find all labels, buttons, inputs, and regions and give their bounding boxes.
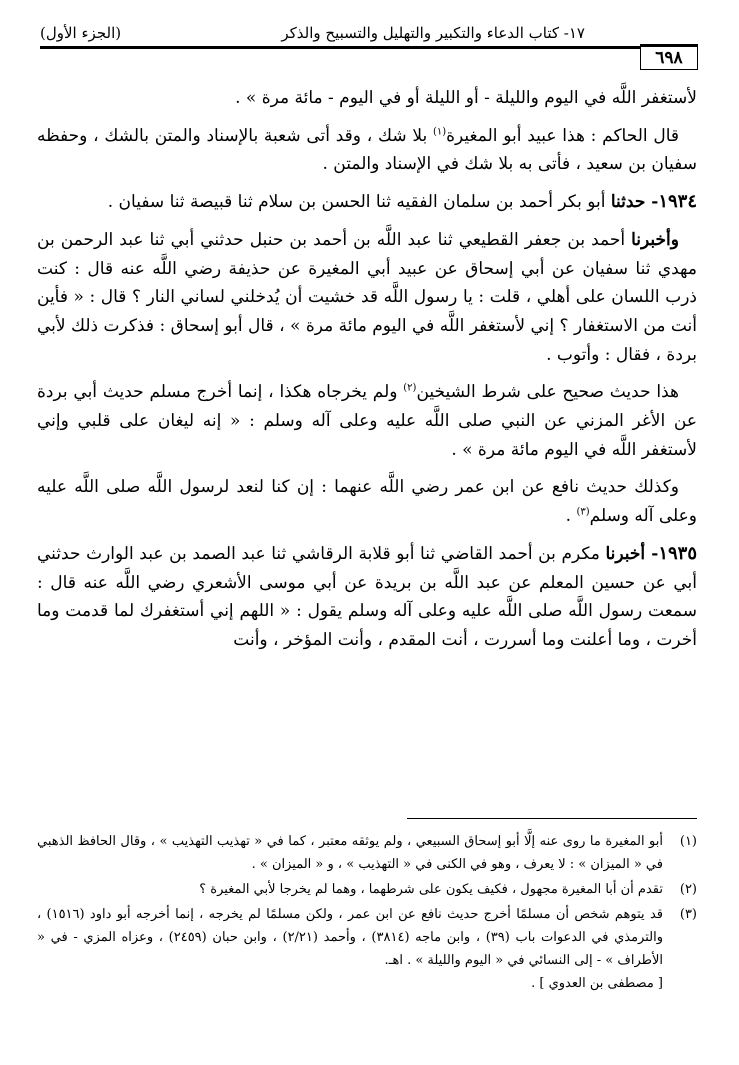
paragraph-1: قال الحاكم : هذا عبيد أبو المغيرة$^{(١)}$ بلا شك ، وقد أتى شعبة بالإسناد والمتن بالشك ، وحفظه سفيان بن سعيد ، فأتى به بلا شك في الإسناد والمتن . (37, 125, 697, 175)
running-header (40, 22, 700, 48)
footnote-ref-2: (٢) (403, 382, 417, 394)
footnote-1 (37, 830, 697, 876)
hadith-number: ١٩٣٤ (658, 191, 697, 213)
paragraph-5: وكذلك حديث نافع عن ابن عمر رضي اللَّه عنهما : إن كنا لنعد لرسول اللَّه صلى اللَّه عليه وعلى آله وسلم$^{(٣)}$ . (37, 477, 697, 527)
footnote-ref-3: (٣) (576, 506, 590, 518)
main-text (37, 84, 697, 664)
footnote-2 (37, 878, 697, 901)
footnote-mark: (١) (679, 834, 697, 849)
footnote-text: أبو المغيرة ما روى عنه إلَّا أبو إسحاق السبيعي ، ولم يوثقه معتبر ، كما في « تهذيب التهذيب » ، وقال الحافظ الذهبي في « الميزان » : لا يعرف ، وهو في الكنى في « التهذيب » ، و « الميزان » . (37, 834, 663, 872)
paragraph-3: وأخبرنا أحمد بن جعفر القطيعي ثنا عبد اللَّه بن أحمد بن حنبل حدثني أبي ثنا عبد الرحمن بن مهدي ثنا سفيان عن أبي إسحاق عن عبيد أبي المغيرة عن حذيفة رضي اللَّه عنه قال : كنت ذرب اللسان على أهلي ، قلت : يا رسول اللَّه قد خشيت أن يُدخلني لساني النار ؟ قال : « فأين أنت من الاستغفار ؟ إني لأستغفر اللَّه في اليوم مائة مرة » ، قال أبو إسحاق : فذكرت ذلك لأبي بردة ، فقال : وأتوب . (37, 229, 697, 365)
footnote-3 (37, 903, 697, 995)
footnote-text: تقدم أن أبا المغيرة مجهول ، فكيف يكون على شرطهما ، وهما لم يخرجا لأبي المغيرة ؟ (199, 882, 663, 897)
footnote-signature: [ مصطفى بن العدوي ] . (531, 976, 663, 991)
hadith-1935: ١٩٣٥- أخبرنا مكرم بن أحمد القاضي ثنا أبو قلابة الرقاشي ثنا عبد الصمد بن عبد الوارث حدثني أبي عن حسين المعلم عن عبد اللَّه بن بريدة عن أبي موسى الأشعري رضي اللَّه عنه قال : سمعت رسول اللَّه صلى اللَّه عليه وعلى آله وسلم يقول : « اللهم إني أستغفرك لما قدمت وما أخرت ، وما أعلنت وما أسررت ، أنت المقدم ، وأنت المؤخر ، وأنت (37, 542, 697, 650)
page-number: ٦٩٨ (640, 44, 698, 70)
footnote-rule (407, 818, 697, 819)
header-rule (40, 46, 640, 49)
hadith-1934: ١٩٣٤- حدثنا أبو بكر أحمد بن سلمان الفقيه ثنا الحسن بن سلام ثنا قبيصة ثنا سفيان . (107, 191, 697, 213)
paragraph-0: لأستغفر اللَّه في اليوم والليلة - أو الليلة أو في اليوم - مائة مرة » . (235, 88, 697, 108)
footnote-ref-1: (١) (432, 126, 447, 138)
volume-label: (الجزء الأول) (40, 24, 122, 42)
hadith-number: ١٩٣٥ (658, 542, 697, 564)
footnote-text: قد يتوهم شخص أن مسلمًا أخرج حديث نافع عن ابن عمر ، ولكن مسلمًا لم يخرجه ، إنما أخرجه أبو داود (١٥١٦) ، والترمذي في الدعوات باب (٣٩) ، وابن ماجه (٣٨١٤) ، وأحمد (٢/٢١) ، وابن حبان (٢٤٥٩) ، وعزاه المزي - في « الأطراف » - إلى النسائي في « اليوم والليلة » . اهـ. (37, 907, 663, 968)
chapter-title: ١٧- كتاب الدعاء والتكبير والتهليل والتسبيح والذكر (281, 24, 585, 42)
footnote-mark: (٣) (679, 907, 697, 922)
paragraph-4: هذا حديث صحيح على شرط الشيخين$^{(٢)}$ ولم يخرجاه هكذا ، إنما أخرج مسلم حديث أبي بردة عن الأغر المزني عن النبي صلى اللَّه عليه وعلى آله وسلم : « إنه ليغان على قلبي وإني لأستغفر اللَّه في اليوم مائة مرة » . (37, 382, 697, 460)
footnote-mark: (٢) (679, 882, 697, 897)
footnotes (37, 830, 697, 997)
